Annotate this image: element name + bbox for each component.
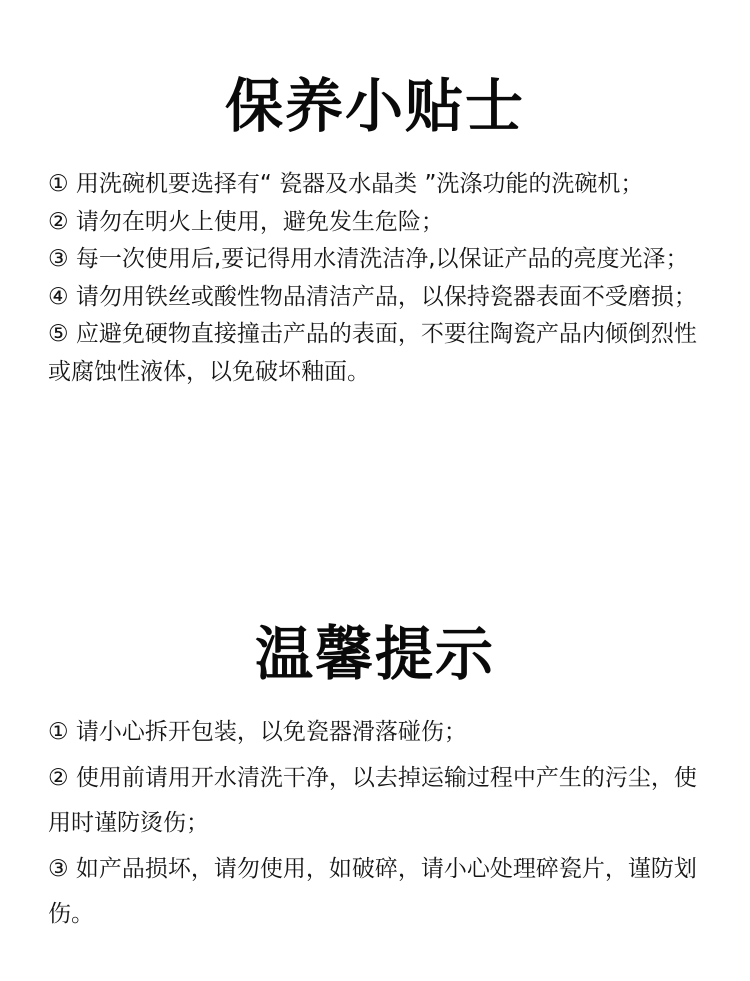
warm-tip-item <box>48 756 702 847</box>
warm-tips-list <box>48 710 702 938</box>
warm-tips-section <box>48 616 702 938</box>
care-tip-text: ② 请勿在明火上使用，避免发生危险； <box>48 208 444 235</box>
care-tips-list <box>48 166 702 391</box>
care-tip-item <box>48 241 702 279</box>
care-tip-item <box>48 204 702 242</box>
care-tip-item <box>48 166 702 204</box>
warm-tip-text: ① 请小心拆开包装，以免瓷器滑落碰伤； <box>48 719 467 745</box>
warm-tip-text: ③ 如产品损坏，请勿使用，如破碎，请小心处理碎瓷片，谨防划伤。 <box>48 855 697 927</box>
warm-tip-item <box>48 847 702 938</box>
care-tip-item <box>48 316 702 391</box>
warm-tips-title: 温馨提示 <box>254 620 495 688</box>
warm-tip-item <box>48 710 702 756</box>
care-tip-text: ① 用洗碗机要选择有“ 瓷器及水晶类 ”洗涤功能的洗碗机； <box>48 171 644 197</box>
care-tip-text: ⑤ 应避免硬物直接撞击产品的表面，不要往陶瓷产品内倾倒烈性或腐蚀性液体，以免破坏釉面。 <box>48 321 697 385</box>
care-tips-title: 保养小贴士 <box>224 72 525 140</box>
care-tip-text: ④ 请勿用铁丝或酸性物品清洁产品，以保持瓷器表面不受磨损； <box>48 283 697 310</box>
care-tip-text: ③ 每一次使用后,要记得用水清洗洁净,以保证产品的亮度光泽； <box>48 246 689 272</box>
care-tips-section <box>48 68 702 391</box>
care-tip-item <box>48 279 702 317</box>
warm-tip-text: ② 使用前请用开水清洗干净，以去掉运输过程中产生的污尘，使用时谨防烫伤； <box>48 764 697 836</box>
